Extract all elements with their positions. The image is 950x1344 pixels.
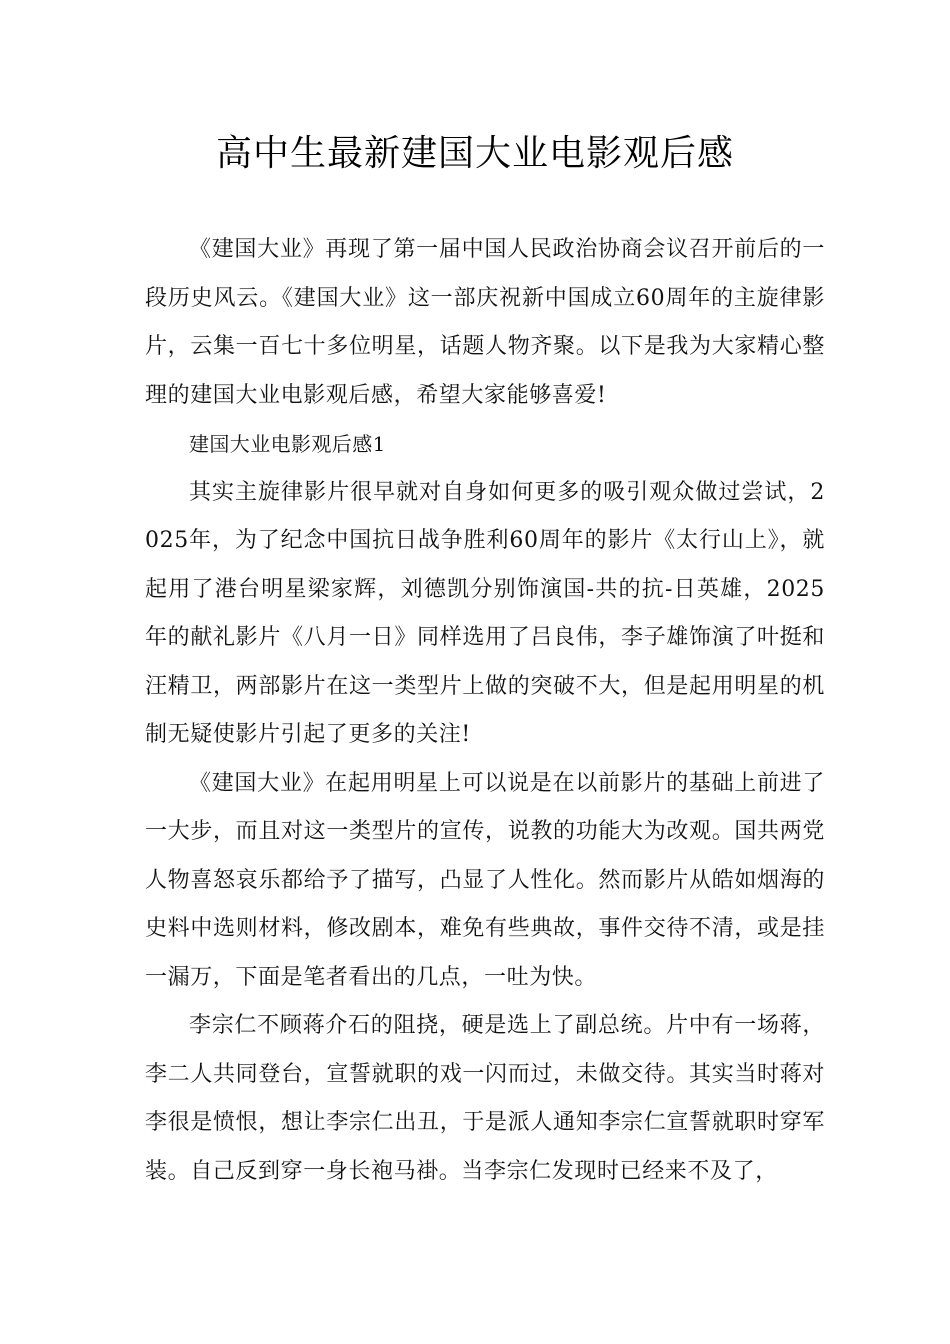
document-body (145, 226, 825, 1196)
body-paragraph-3: 李宗仁不顾蒋介石的阻挠，硬是选上了副总统。片中有一场蒋，李二人共同登台，宣誓就职的戏一闪而过，未做交待。其实当时蒋对李很是愤恨，想让李宗仁出丑，于是派人通知李宗仁宣誓就职时穿军装。自己反到穿一身长袍马褂。当李宗仁发现时已经来不及了， (145, 1013, 825, 1184)
body-paragraph-1: 其实主旋律影片很早就对自身如何更多的吸引观众做过尝试，2025年，为了纪念中国抗日战争胜利60周年的影片《太行山上》，就起用了港台明星梁家辉，刘德凯分别饰演国-共的抗-日英雄，2025年的献礼影片《八月一日》同样选用了吕良伟，李子雄饰演了叶挺和汪精卫，两部影片在这一类型片上做的突破不大，但是起用明星的机制无疑使影片引起了更多的关注! (145, 479, 825, 747)
body-paragraph-2: 《建国大业》在起用明星上可以说是在以前影片的基础上前进了一大步，而且对这一类型片的宣传，说教的功能大为改观。国共两党人物喜怒哀乐都给予了描写，凸显了人性化。然而影片从皓如烟海的史料中选则材料，修改剧本，难免有些典故，事件交待不清，或是挂一漏万，下面是笔者看出的几点，一吐为快。 (145, 770, 825, 990)
document-title: 高中生最新建国大业电影观后感 (215, 133, 734, 174)
section-heading: 建国大业电影观后感1 (189, 432, 386, 456)
intro-paragraph: 《建国大业》再现了第一届中国人民政治协商会议召开前后的一段历史风云。《建国大业》这一部庆祝新中国成立60周年的主旋律影片，云集一百七十多位明星，话题人物齐聚。以下是我为大家精心整理的建国大业电影观后感，希望大家能够喜爱! (145, 237, 825, 408)
